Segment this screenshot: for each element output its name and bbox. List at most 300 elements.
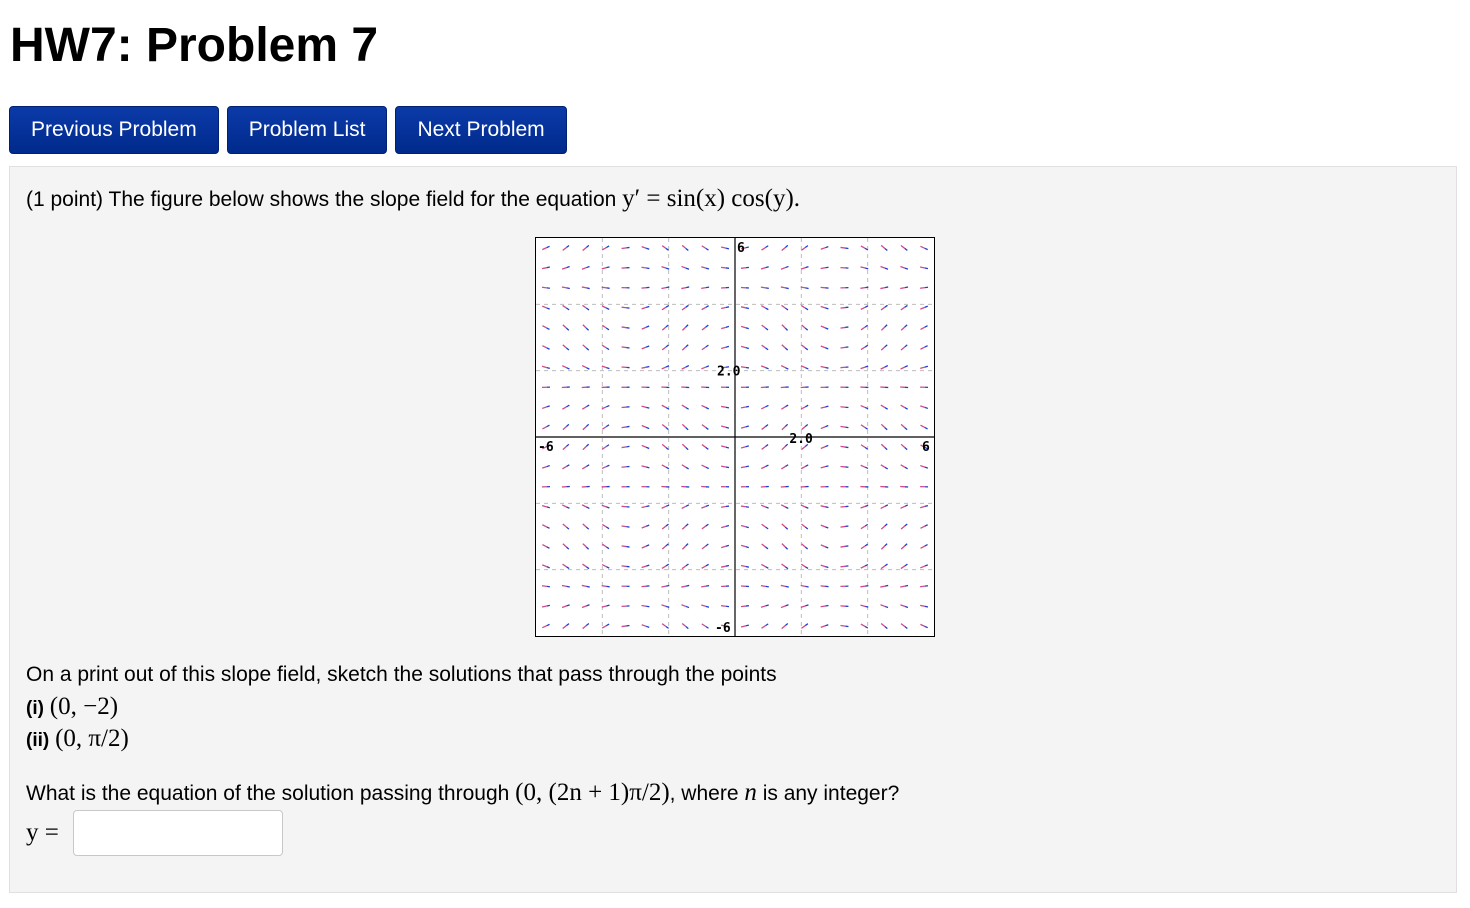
slope-segment xyxy=(840,546,845,547)
slope-segment xyxy=(761,564,765,566)
slope-segment-head xyxy=(666,345,669,347)
next-problem-button[interactable]: Next Problem xyxy=(395,106,566,154)
slope-segment xyxy=(602,505,607,507)
slope-segment-head xyxy=(567,567,570,569)
slope-segment-head xyxy=(567,267,570,268)
slope-segment xyxy=(563,564,567,567)
slope-segment-head xyxy=(785,605,788,606)
slope-segment-head xyxy=(865,505,868,506)
slope-segment xyxy=(861,546,865,549)
slope-segment xyxy=(562,407,566,409)
solution-question xyxy=(26,779,899,807)
slope-segment xyxy=(741,606,746,607)
slope-segment xyxy=(642,426,646,428)
slope-segment-head xyxy=(825,328,828,329)
slope-segment xyxy=(861,307,865,309)
slope-segment-head xyxy=(865,606,868,607)
slope-segment-head xyxy=(925,626,928,627)
slope-segment-head xyxy=(746,567,749,568)
slope-segment-head xyxy=(825,308,828,309)
slope-segment xyxy=(662,566,666,569)
slope-segment xyxy=(642,625,647,627)
question-variable: n xyxy=(744,779,757,806)
slope-segment-head xyxy=(746,308,749,309)
slope-segment xyxy=(721,426,726,427)
slope-segment-head xyxy=(706,467,709,468)
slope-segment-head xyxy=(726,545,729,546)
slope-segment xyxy=(563,325,567,328)
slope-segment xyxy=(801,626,805,629)
slope-segment-head xyxy=(566,328,568,330)
slope-segment xyxy=(762,248,766,251)
slope-segment xyxy=(582,305,586,308)
slope-segment xyxy=(682,424,685,427)
slope-segment-head xyxy=(885,447,887,449)
slope-segment-head xyxy=(905,606,908,607)
slope-segment xyxy=(721,347,726,348)
slope-segment xyxy=(821,525,825,527)
slope-segment xyxy=(682,245,686,248)
slope-segment-head xyxy=(925,565,928,566)
slope-segment-head xyxy=(606,445,609,447)
slope-segment-head xyxy=(765,328,768,330)
slope-segment xyxy=(662,546,666,549)
slope-segment xyxy=(782,626,786,629)
slope-segment xyxy=(881,327,884,330)
slope-segment-head xyxy=(766,368,769,369)
question-prefix: What is the equation of the solution passing through xyxy=(26,782,510,805)
slope-segment xyxy=(861,526,865,529)
slope-segment xyxy=(602,586,607,587)
slope-segment-head xyxy=(587,266,590,267)
slope-segment xyxy=(821,306,826,307)
slope-segment xyxy=(662,506,666,508)
slope-segment xyxy=(682,526,686,529)
slope-segment-head xyxy=(805,348,808,350)
slope-segment xyxy=(861,506,866,508)
slope-segment-head xyxy=(686,544,688,546)
slope-segment xyxy=(583,544,586,547)
slope-segment xyxy=(840,308,845,309)
slope-segment xyxy=(721,446,726,447)
slope-segment xyxy=(602,268,607,269)
slope-segment xyxy=(702,347,706,350)
slope-segment xyxy=(801,306,805,309)
slope-segment-head xyxy=(547,246,550,247)
slope-segment-head xyxy=(567,605,570,606)
slope-segment xyxy=(642,506,647,507)
slope-segment-head xyxy=(766,624,769,626)
slope-segment-head xyxy=(825,606,828,607)
slope-segment-head xyxy=(766,586,769,587)
slope-segment xyxy=(920,605,925,606)
slope-segment xyxy=(701,586,706,587)
slope-segment xyxy=(881,367,885,369)
slope-segment-head xyxy=(666,268,669,269)
slope-segment-head xyxy=(587,288,590,289)
slope-segment xyxy=(901,307,905,310)
slope-segment xyxy=(762,524,766,527)
slope-segment xyxy=(721,267,726,268)
slope-segment-head xyxy=(905,627,908,629)
slope-segment xyxy=(840,426,845,427)
slope-segment xyxy=(622,327,627,328)
slope-segment xyxy=(762,626,766,629)
slope-segment xyxy=(900,288,905,289)
slope-segment-head xyxy=(785,444,787,446)
slope-segment-head xyxy=(686,585,689,586)
slope-segment-head xyxy=(587,605,590,606)
slope-segment xyxy=(782,345,786,348)
slope-segment xyxy=(901,367,905,369)
intro-text: (1 point) The figure below shows the slope field for the equation xyxy=(26,188,617,211)
slope-segment-head xyxy=(785,567,788,569)
slope-segment xyxy=(661,288,666,289)
slope-segment xyxy=(921,546,925,548)
slope-segment xyxy=(542,287,547,288)
slope-segment-head xyxy=(805,368,808,369)
slope-segment xyxy=(801,466,805,468)
slope-segment xyxy=(762,446,766,449)
slope-segment xyxy=(741,467,746,468)
problem-navigation xyxy=(9,106,567,154)
slope-segment xyxy=(741,526,746,527)
slope-segment-head xyxy=(586,465,589,467)
slope-segment-head xyxy=(706,564,709,566)
slope-segment xyxy=(840,626,845,627)
slope-segment xyxy=(782,564,786,567)
slope-segment xyxy=(901,624,905,627)
slope-segment xyxy=(920,246,924,248)
slope-segment-head xyxy=(766,246,769,248)
slope-segment xyxy=(920,624,924,626)
slope-segment-head xyxy=(706,287,709,288)
slope-segment-head xyxy=(706,325,709,327)
slope-segment xyxy=(781,505,785,507)
slope-segment-head xyxy=(885,248,887,250)
slope-segment-head xyxy=(587,586,590,587)
slope-segment-head xyxy=(746,348,749,349)
slope-segment-head xyxy=(567,288,570,289)
slope-segment xyxy=(602,447,606,450)
slope-segment-head xyxy=(686,408,689,410)
slope-segment-head xyxy=(805,425,807,427)
slope-segment-head xyxy=(805,586,808,587)
slope-segment xyxy=(542,606,547,607)
slope-segment-head xyxy=(547,368,550,369)
slope-segment xyxy=(762,345,766,348)
slope-segment xyxy=(860,267,865,268)
slope-segment xyxy=(721,406,726,407)
slope-segment-head xyxy=(666,306,669,308)
slope-segment xyxy=(741,346,746,347)
slope-segment-head xyxy=(885,428,887,430)
slope-segment xyxy=(861,445,865,448)
slope-segment xyxy=(582,407,586,409)
slope-segment xyxy=(682,566,686,569)
slope-segment xyxy=(702,327,706,330)
slope-segment-head xyxy=(925,525,928,526)
slope-segment xyxy=(662,444,666,447)
slope-segment xyxy=(602,345,606,348)
slope-segment-head xyxy=(726,307,729,308)
slope-segment xyxy=(741,566,746,567)
slope-segment xyxy=(840,526,845,527)
slope-segment xyxy=(880,586,885,587)
slope-segment xyxy=(861,624,865,626)
slope-segment-head xyxy=(686,505,689,506)
slope-segment xyxy=(682,623,686,626)
slope-segment-head xyxy=(646,545,649,546)
slope-segment-head xyxy=(726,427,729,428)
slope-segment-head xyxy=(726,248,729,249)
slope-segment xyxy=(642,247,647,249)
slope-segment xyxy=(861,406,865,408)
slope-segment-head xyxy=(646,626,649,627)
slope-segment-head xyxy=(686,467,689,469)
slope-segment-head xyxy=(885,505,888,506)
slope-segment xyxy=(840,347,845,348)
slope-segment xyxy=(921,327,925,329)
slope-segment xyxy=(682,327,685,330)
slope-segment-head xyxy=(905,428,907,430)
problem-list-button[interactable]: Problem List xyxy=(227,106,388,154)
slope-segment-head xyxy=(746,426,749,427)
slope-segment xyxy=(662,405,666,407)
slope-segment xyxy=(602,427,606,430)
slope-segment xyxy=(582,505,586,507)
slope-segment-head xyxy=(666,564,669,566)
slope-segment xyxy=(761,287,766,288)
slope-segment-head xyxy=(586,507,589,508)
slope-segment xyxy=(542,248,546,250)
slope-segment-head xyxy=(746,406,749,407)
slope-segment xyxy=(821,346,825,348)
slope-segment-head xyxy=(726,326,729,327)
slope-segment-head xyxy=(686,305,689,307)
slope-segment-head xyxy=(766,507,769,508)
slope-segment-head xyxy=(766,405,769,406)
slope-segment xyxy=(920,347,924,349)
slope-segment xyxy=(562,505,566,507)
slope-segment-head xyxy=(925,306,928,307)
x-tick-label-min: -6 xyxy=(538,440,554,455)
slope-segment-head xyxy=(706,345,709,347)
slope-segment-head xyxy=(586,368,589,369)
x-tick-label-max: 6 xyxy=(922,440,930,455)
slope-segment xyxy=(702,307,706,309)
point-value-1: (0, −2) xyxy=(49,693,119,720)
slope-segment-head xyxy=(726,526,729,527)
slope-segment-head xyxy=(726,566,729,567)
slope-segment-head xyxy=(786,586,789,587)
slope-segment-head xyxy=(766,288,769,289)
slope-segment xyxy=(861,425,865,428)
slope-segment-head xyxy=(885,408,888,410)
slope-segment-head xyxy=(586,348,588,350)
slope-segment xyxy=(542,427,546,429)
slope-segment-head xyxy=(865,306,868,307)
slope-segment xyxy=(781,287,786,288)
slope-segment xyxy=(582,287,587,288)
slope-segment xyxy=(701,367,705,369)
slope-segment xyxy=(821,367,826,368)
slope-segment-head xyxy=(825,445,828,446)
slope-segment-head xyxy=(765,547,768,549)
slope-segment-head xyxy=(686,345,688,347)
slope-segment xyxy=(682,266,686,268)
slope-segment xyxy=(542,346,546,348)
slope-segment xyxy=(881,506,885,508)
slope-segment xyxy=(880,605,885,607)
slope-segment xyxy=(662,347,666,350)
slope-segment xyxy=(622,248,627,249)
slope-segment xyxy=(801,564,805,567)
slope-segment xyxy=(920,526,924,528)
slope-segment-head xyxy=(706,606,709,607)
point-item-2 xyxy=(26,725,129,753)
slope-segment-head xyxy=(825,406,828,407)
slope-segment-head xyxy=(925,268,928,269)
slope-segment xyxy=(741,407,746,408)
slope-segment xyxy=(642,526,646,528)
slope-segment-head xyxy=(785,507,788,508)
slope-segment xyxy=(821,248,826,250)
slope-segment xyxy=(801,524,805,527)
problem-intro xyxy=(26,185,800,213)
slope-segment-head xyxy=(706,544,709,546)
slope-segment-head xyxy=(785,623,787,625)
slope-segment-head xyxy=(865,268,868,269)
previous-problem-button[interactable]: Previous Problem xyxy=(9,106,219,154)
answer-input[interactable] xyxy=(73,810,283,856)
slope-segment-head xyxy=(746,328,749,329)
slope-segment xyxy=(542,306,546,308)
slope-segment-head xyxy=(825,426,828,427)
slope-segment xyxy=(821,447,825,449)
slope-segment xyxy=(920,566,924,568)
slope-segment-head xyxy=(567,308,570,310)
slope-segment-head xyxy=(885,544,887,546)
slope-segment-head xyxy=(686,325,688,327)
slope-segment-head xyxy=(905,585,908,586)
slope-segment xyxy=(721,307,726,308)
slope-segment xyxy=(741,626,746,627)
slope-segment-head xyxy=(706,408,709,409)
slope-segment-head xyxy=(606,527,609,529)
slope-segment xyxy=(602,524,606,527)
slope-segment xyxy=(920,307,924,309)
slope-segment xyxy=(602,467,606,469)
slope-segment-head xyxy=(547,267,550,268)
slope-segment xyxy=(662,367,666,369)
slope-segment-head xyxy=(885,287,888,288)
point-item-1 xyxy=(26,693,118,721)
slope-segment-head xyxy=(766,527,769,529)
slope-segment xyxy=(881,546,884,549)
slope-segment xyxy=(642,606,647,607)
slope-segment-head xyxy=(905,505,908,506)
slope-segment-head xyxy=(805,527,808,529)
slope-segment-head xyxy=(905,248,908,250)
slope-segment-head xyxy=(905,408,908,410)
slope-segment-head xyxy=(586,624,588,626)
slope-segment xyxy=(920,288,925,289)
slope-equation: y′ = sin(x) cos(y). xyxy=(622,185,801,212)
slope-segment xyxy=(920,367,925,368)
slope-segment xyxy=(860,288,865,289)
slope-segment xyxy=(542,565,546,567)
slope-segment-head xyxy=(726,467,729,468)
slope-segment-head xyxy=(666,467,669,469)
slope-segment xyxy=(901,347,905,350)
slope-segment xyxy=(881,347,885,350)
slope-segment-head xyxy=(666,544,668,546)
slope-segment xyxy=(721,327,726,328)
slope-segment xyxy=(682,546,685,549)
slope-segment xyxy=(801,586,806,587)
slope-segment-head xyxy=(726,447,729,448)
slope-segment xyxy=(840,327,845,328)
slope-segment xyxy=(562,287,567,288)
slope-segment-head xyxy=(566,246,569,248)
slope-segment xyxy=(563,544,567,547)
slope-segment-head xyxy=(825,567,828,568)
slope-segment-head xyxy=(666,586,669,587)
slope-segment xyxy=(702,425,706,428)
slope-segment xyxy=(721,507,726,508)
slope-segment xyxy=(682,307,686,310)
slope-segment xyxy=(901,465,905,467)
slope-segment xyxy=(741,326,746,327)
slope-segment xyxy=(642,546,646,548)
slope-segment xyxy=(681,586,686,587)
slope-segment xyxy=(622,427,627,428)
slope-segment xyxy=(701,605,706,606)
slope-segment-head xyxy=(785,266,788,267)
slope-segment-head xyxy=(666,524,669,526)
slope-segment xyxy=(682,605,686,607)
slope-segment-head xyxy=(925,346,928,347)
slope-segment-head xyxy=(606,406,609,407)
slope-segment xyxy=(542,506,547,507)
slope-segment xyxy=(861,347,865,350)
slope-segment xyxy=(562,585,567,586)
slope-segment-head xyxy=(766,465,769,466)
slope-segment xyxy=(582,366,586,368)
slope-segment-head xyxy=(905,325,907,327)
slope-segment xyxy=(762,544,766,547)
slope-segment-head xyxy=(547,567,550,568)
slope-segment-head xyxy=(905,268,908,269)
slope-segment-head xyxy=(825,267,828,268)
slope-segment xyxy=(622,347,627,348)
slope-segment xyxy=(642,445,646,447)
slope-segment xyxy=(801,247,805,250)
slope-segment-head xyxy=(606,246,609,248)
slope-segment xyxy=(661,586,666,587)
slope-segment-head xyxy=(885,467,888,469)
slope-segment-head xyxy=(825,527,828,528)
slope-segment xyxy=(681,288,686,289)
slope-segment-head xyxy=(547,406,550,407)
slope-segment xyxy=(821,407,826,408)
slope-segment-head xyxy=(925,407,928,408)
slope-segment xyxy=(542,586,547,587)
slope-segment-head xyxy=(865,345,868,347)
slope-segment-head xyxy=(785,245,787,247)
slope-segment-head xyxy=(586,527,588,529)
